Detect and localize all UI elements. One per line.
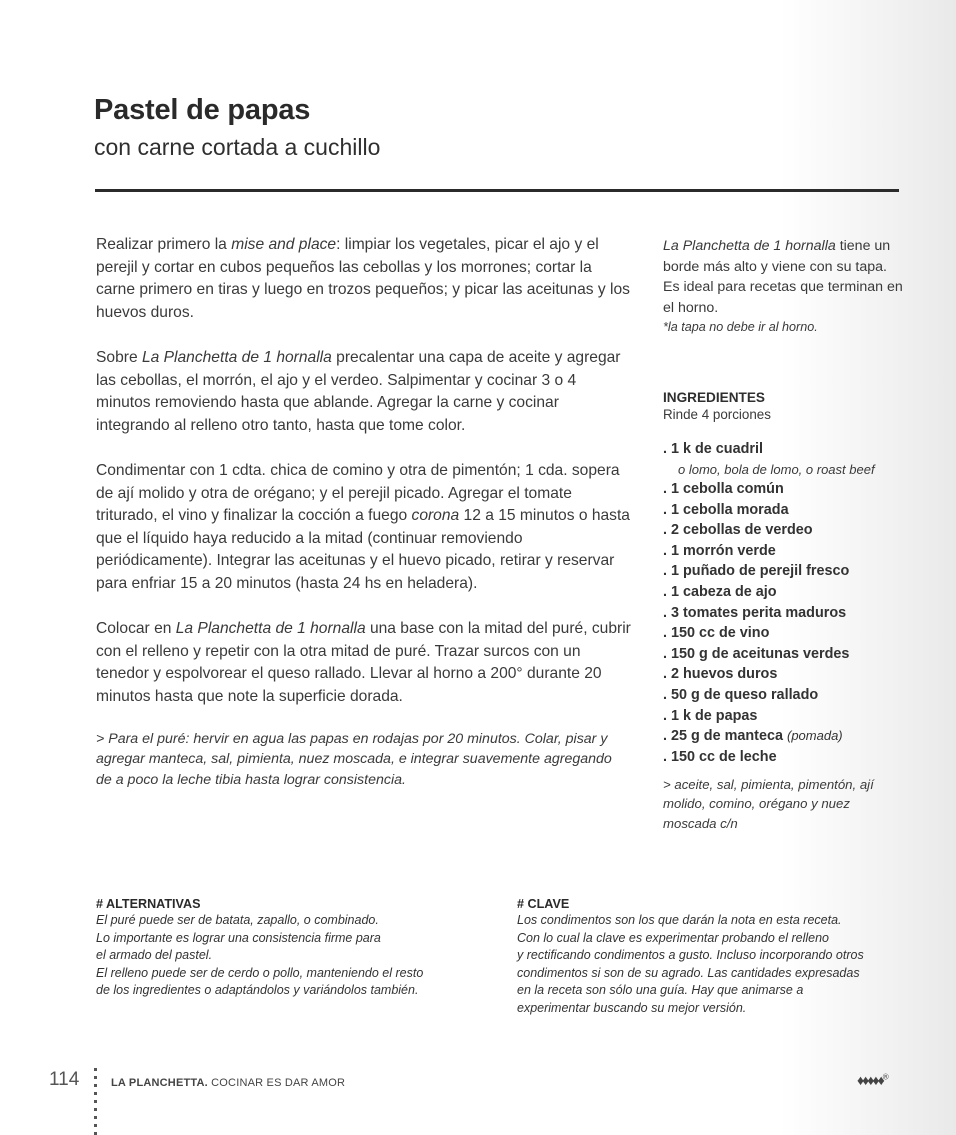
planchetta-intro: La Planchetta de 1 hornalla tiene un borde más alto y viene con su tapa. Es ideal para recetas que terminan en el horno. *la tapa no debe ir al horno. xyxy=(663,238,903,335)
ingredients-list xyxy=(663,439,903,767)
ingredient-item: . 2 huevos duros xyxy=(663,666,778,683)
clave-line: Los condimentos son los que darán la nota en esta receta. xyxy=(517,913,842,927)
instructions-column xyxy=(96,234,631,813)
alternativas-line: El puré puede ser de batata, zapallo, o combinado. xyxy=(96,913,379,927)
manteca-qualifier: (pomada) xyxy=(786,728,843,744)
dotted-divider xyxy=(94,1068,97,1135)
ingredient-item: . 1 cebolla morada xyxy=(663,501,789,518)
ingredient-item: . 1 k de papas xyxy=(663,707,758,724)
ingredient-item: . 1 cabeza de ajo xyxy=(663,583,777,600)
alternativas-line: Lo importante es lograr una consistencia firme para xyxy=(96,930,381,945)
footer-tagline: COCINAR ES DAR AMOR xyxy=(207,1077,346,1089)
ingredient-item: . 50 g de queso rallado xyxy=(663,686,819,703)
footer-text xyxy=(111,1077,345,1089)
ingredient-item: . 1 k de cuadril xyxy=(663,441,763,458)
ingredient-item: . 150 g de aceitunas verdes xyxy=(663,645,850,662)
seasoning-note: > aceite, sal, pimienta, pimentón, ají molido, comino, orégano y nuez moscada c/n xyxy=(663,777,874,831)
alternativas-line: de los ingredientes o adaptándolos y variándolos también. xyxy=(96,983,419,998)
alternativas-line: el armado del pastel. xyxy=(96,948,213,963)
ingredient-alternative: o lomo, bola de lomo, o roast beef xyxy=(678,461,875,477)
clave-line: en la receta son sólo una guía. Hay que animarse a xyxy=(517,983,804,998)
ingredient-item: . 2 cebollas de verdeo xyxy=(663,522,813,539)
recipe-subtitle: con carne cortada a cuchillo xyxy=(94,134,381,160)
alternativas-box xyxy=(96,897,476,1000)
alternativas-line: El relleno puede ser de cerdo o pollo, manteniendo el resto xyxy=(96,965,424,980)
page-number: 114 xyxy=(49,1069,80,1090)
servings: Rinde 4 porciones xyxy=(663,407,771,423)
instruction-paragraph-2: Sobre La Planchetta de 1 hornalla precalentar una capa de aceite y agregar las cebollas, el morrón, el ajo y el verdeo. Salpimentar y cocinar 3 o 4 minutos removiendo hasta que ablande. Agregar la carne y cocinar integrando al relleno otro tanto, hasta que tome color. xyxy=(96,348,621,434)
ingredients-heading: INGREDIENTES xyxy=(663,390,765,406)
ingredient-item: . 1 morrón verde xyxy=(663,542,776,559)
ingredient-item: . 3 tomates perita maduros xyxy=(663,604,847,621)
ingredient-item: . 150 cc de vino xyxy=(663,625,770,642)
header-divider xyxy=(95,189,899,192)
ingredient-item: . 1 puñado de perejil fresco xyxy=(663,563,850,580)
footer-brand: LA PLANCHETTA. xyxy=(111,1077,208,1089)
instruction-paragraph-3: Condimentar con 1 cdta. chica de comino y otra de pimentón; 1 cda. sopera de ají molido y otra de orégano; y el perejil picado. Agregar el tomate triturado, el vino y finalizar la cocción a fuego corona 12 a 15 minutos o hasta que el líquido haya reducido a la mitad (continuar removiendo periódicamente). Integrar las aceitunas y el huevo picado, retirar y reservar para enfriar 15 a 20 minutos (hasta 24 hs en heladera). xyxy=(96,461,630,592)
recipe-title: Pastel de papas xyxy=(94,94,311,126)
pure-note: > Para el puré: hervir en agua las papas en rodajas por 20 minutos. Colar, pisar y agregar manteca, sal, pimienta, nuez moscada, e integrar suavemente agregando de a poco la leche tibia hasta lograr consistencia. xyxy=(96,731,612,788)
ingredient-item: . 150 cc de leche xyxy=(663,748,777,765)
clave-box xyxy=(517,897,897,1018)
ingredient-item: . 25 g de manteca (pomada) xyxy=(663,728,843,745)
ingredient-item: . 1 cebolla común xyxy=(663,480,784,497)
sidebar-column xyxy=(663,236,903,833)
brand-logo-icon: ♦♦♦♦♦® xyxy=(857,1072,889,1088)
clave-heading: # CLAVE xyxy=(517,897,570,911)
instruction-paragraph-1: Realizar primero la mise and place: limpiar los vegetales, picar el ajo y el perejil y cortar en cubos pequeños las cebollas y los morrones; cortar la carne primero en tiras y luego en trozos pequeños; y picar las aceitunas y los huevos duros. xyxy=(96,236,630,321)
clave-line: Con lo cual la clave es experimentar probando el relleno xyxy=(517,930,829,945)
clave-line: y rectificando condimentos a gusto. Incluso incorporando otros xyxy=(517,948,864,963)
clave-line: condimentos si son de su agrado. Las cantidades expresadas xyxy=(517,965,860,980)
clave-line: experimentar buscando su mejor versión. xyxy=(517,1000,747,1015)
alternativas-heading: # ALTERNATIVAS xyxy=(96,897,201,911)
tapa-note: *la tapa no debe ir al horno. xyxy=(663,320,818,335)
instruction-paragraph-4: Colocar en La Planchetta de 1 hornalla una base con la mitad del puré, cubrir con el relleno y repetir con la otra mitad de puré. Trazar surcos con un tenedor y espolvorear el queso rallado. Llevar al horno a 200° durante 20 minutos hasta que note la superficie dorada. xyxy=(96,620,631,705)
